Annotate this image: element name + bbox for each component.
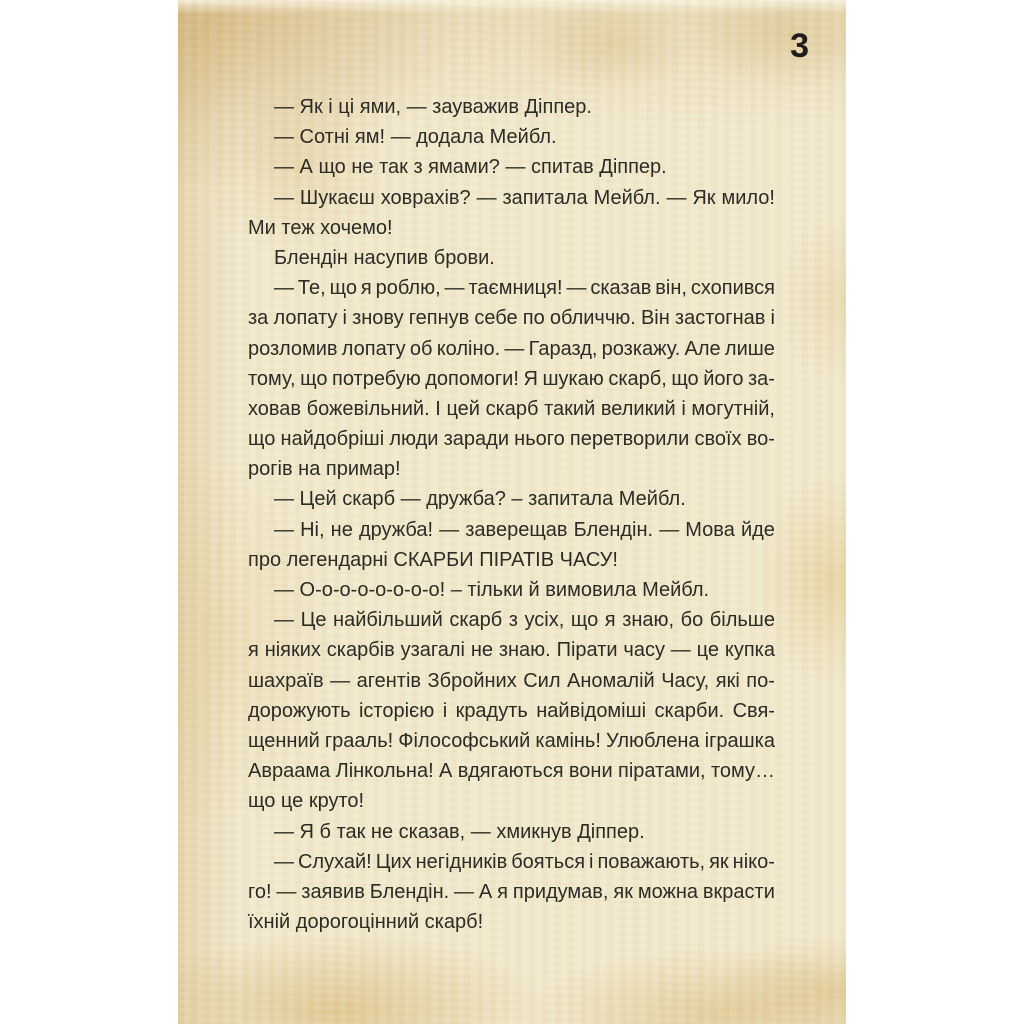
text-word: піратами, (617, 760, 706, 783)
text-word: запитала (502, 186, 588, 209)
text-word: скарб, (608, 367, 667, 390)
text-line (248, 303, 775, 333)
text-word: я (497, 880, 508, 903)
text-word: гепнув (408, 307, 470, 330)
text-word: себе (474, 307, 518, 330)
text-word: нього (514, 428, 565, 451)
text-line: їхній дорогоцінний скарб! (248, 911, 484, 934)
text-word: за- (748, 367, 775, 390)
text-word: — (659, 518, 680, 541)
text-word: ніко- (732, 850, 775, 873)
text-word: що (329, 277, 357, 300)
text-word: це (696, 639, 719, 662)
text-word: поважають, (597, 850, 706, 873)
text-word: Улюблена (606, 729, 700, 752)
text-word: купка (724, 639, 775, 662)
text-line: — Як і ці ями, — зауважив Діппер. (274, 96, 592, 118)
text-line (248, 424, 775, 454)
text-word: і (342, 307, 347, 330)
text-word: схопився (690, 277, 775, 300)
text-word: не (330, 518, 353, 541)
text-word: Пірати (556, 639, 618, 662)
text-word: що (671, 367, 699, 390)
text-word: — (504, 337, 525, 360)
text-line: Ми теж хочемо! (248, 216, 393, 239)
text-word: крадуть (455, 699, 528, 722)
text-word: я (248, 639, 259, 662)
text-word: як (709, 850, 729, 873)
text-word: Часу, (661, 669, 710, 692)
text-word: я (604, 609, 616, 632)
text-word: — (439, 518, 460, 541)
text-word: бояться (511, 850, 586, 873)
text-word: придумав, (512, 880, 609, 903)
text-word: І (435, 397, 441, 420)
text-word: обличчю. (549, 307, 636, 330)
text-line (248, 364, 775, 394)
text-word: Гаразд, (528, 337, 598, 360)
text-word: він, (655, 277, 687, 300)
text-word: Філософський (398, 729, 531, 752)
text-line: рогів на примар! (248, 458, 401, 481)
text-word: цей (446, 397, 480, 420)
text-word: божевільний. (306, 397, 430, 420)
text-word: — (566, 277, 587, 300)
text-word: бо (680, 609, 704, 632)
text-line (248, 847, 775, 877)
text-word: йде (740, 518, 775, 541)
text-line (248, 273, 775, 303)
text-word: А (478, 880, 493, 903)
text-line: — Цей скарб — дружба? – запитала Мейбл. (274, 488, 686, 511)
text-word: що (570, 609, 599, 632)
text-word: Як (692, 186, 716, 209)
text-line (248, 666, 775, 696)
page-text-block (248, 92, 775, 937)
text-word: Блендін. (369, 880, 450, 903)
text-word: ховрахів? (380, 186, 471, 209)
text-word: ховав (248, 397, 302, 420)
text-word: — (274, 609, 294, 632)
text-line: про легендарні СКАРБИ ПІРАТІВ ЧАСУ! (248, 548, 618, 571)
text-line (248, 726, 775, 756)
text-word: тому, (248, 367, 296, 390)
text-line (248, 515, 775, 545)
text-word: сказав (590, 277, 652, 300)
text-word: потребую (332, 367, 421, 390)
text-word: розкажу. (601, 337, 681, 360)
text-word: перетворили (569, 428, 690, 451)
text-word: Цих (375, 850, 412, 873)
text-line (248, 756, 775, 786)
text-word: Те, (297, 277, 326, 300)
text-word: — (330, 669, 351, 692)
text-word: дорожують (248, 699, 351, 722)
text-word: скарби. (654, 699, 725, 722)
text-word: Він (640, 307, 670, 330)
text-line: — Сотні ям! — додала Мейбл. (274, 126, 557, 149)
text-word: — (476, 186, 497, 209)
text-word: — (454, 880, 475, 903)
text-word: — (666, 186, 687, 209)
text-word: — (670, 639, 691, 662)
text-word: заверещав (465, 518, 568, 541)
text-word: — (274, 277, 294, 300)
text-word: найвідоміші (536, 699, 647, 722)
text-line: Блендін насупив брови. (274, 246, 495, 269)
text-word: Я (523, 367, 538, 390)
text-word: Але (684, 337, 721, 360)
text-word: заявив (301, 880, 365, 903)
text-word: го! (248, 880, 272, 903)
text-word: лопату (341, 337, 406, 360)
text-word: знову (352, 307, 404, 330)
text-word: щенний (248, 729, 320, 752)
text-word: ніяких (264, 639, 321, 662)
text-word: скарб (485, 397, 539, 420)
text-word: Це (300, 609, 327, 632)
text-word: можна (637, 880, 699, 903)
text-word: допомоги! (425, 367, 519, 390)
text-line (248, 183, 775, 213)
text-word: часу (623, 639, 665, 662)
text-word: я (360, 277, 372, 300)
text-word: Сил (523, 669, 561, 692)
text-word: лопату (273, 307, 338, 330)
text-word: — (274, 186, 294, 209)
text-word: узагалі (400, 639, 465, 662)
text-word: своїх (694, 428, 742, 451)
text-word: що (248, 428, 276, 451)
text-word: агентів (356, 669, 422, 692)
text-word: які (715, 669, 740, 692)
text-line: — О-о-о-о-о-о-о-о! – тільки й вимовила Мейбл. (274, 579, 710, 601)
text-word: люди (389, 428, 439, 451)
text-word: роблю, (375, 277, 441, 300)
text-word: скарбів (326, 639, 395, 662)
text-word: негідників (415, 850, 508, 873)
text-word: — (274, 518, 294, 541)
text-word: Блендін. (573, 518, 654, 541)
text-word: скарб (449, 609, 503, 632)
text-word: і (589, 850, 594, 873)
text-word: Збройних (427, 669, 517, 692)
text-line (248, 334, 775, 364)
text-word: дружба! (358, 518, 434, 541)
text-word: і (442, 699, 448, 722)
text-word: шукаю (542, 367, 604, 390)
text-word: — (276, 880, 297, 903)
text-word: — (444, 277, 465, 300)
text-word: вони (568, 760, 613, 783)
text-word: знаю. (498, 639, 551, 662)
text-word: лише (724, 337, 775, 360)
text-word: заради (443, 428, 509, 451)
text-word: Шукаєш (299, 186, 375, 209)
text-word: во- (746, 428, 775, 451)
text-word: історією (358, 699, 435, 722)
text-word: Мова (685, 518, 735, 541)
text-word: шахраїв (248, 669, 324, 692)
text-word: найдобріші (280, 428, 385, 451)
text-line (248, 696, 775, 726)
text-word: що (300, 367, 328, 390)
text-word: усіх, (524, 609, 565, 632)
text-word: Ні, (300, 518, 325, 541)
text-word: Слухай! (297, 850, 372, 873)
text-word: — (274, 850, 294, 873)
text-word: і (681, 397, 686, 420)
text-word: як (613, 880, 633, 903)
text-word: найбільший (333, 609, 443, 632)
text-word: тому… (710, 760, 775, 783)
text-word: мило! (721, 186, 775, 209)
text-word: з (508, 609, 518, 632)
text-word: і (770, 307, 775, 330)
text-word: вдягаються (457, 760, 564, 783)
text-line: — Я б так не сказав, — хмикнув Діппер. (274, 820, 645, 843)
text-word: більше (709, 609, 775, 632)
text-word: Мейбл. (593, 186, 661, 209)
text-word: Авраама (248, 760, 331, 783)
text-word: могутній, (691, 397, 775, 420)
text-word: Аномалій (567, 669, 655, 692)
text-word: А (439, 760, 453, 783)
text-word: Свя- (732, 699, 775, 722)
text-word: іграшка (704, 729, 775, 752)
text-word: розломив (248, 337, 338, 360)
text-word: великий (600, 397, 676, 420)
text-word: грааль! (324, 729, 394, 752)
text-line (248, 635, 775, 665)
book-page (178, 0, 846, 1024)
text-word: Лінкольна! (335, 760, 434, 783)
text-line (248, 877, 775, 907)
text-word: коліно. (436, 337, 501, 360)
text-word: по- (746, 669, 775, 692)
text-word: його (703, 367, 744, 390)
text-word: об (409, 337, 433, 360)
text-line (248, 605, 775, 635)
text-word: камінь! (535, 729, 601, 752)
text-word: не (470, 639, 493, 662)
text-word: таємниця! (468, 277, 563, 300)
text-word: застогнав (674, 307, 766, 330)
page-number: 3 (790, 27, 808, 65)
text-word: такий (544, 397, 596, 420)
text-line: — А що не так з ямами? — спитав Діппер. (274, 156, 667, 179)
text-line: що це круто! (248, 790, 365, 813)
text-word: вкрасти (702, 880, 775, 903)
text-word: знаю, (622, 609, 675, 632)
text-word: по (522, 307, 545, 330)
text-line (248, 394, 775, 424)
text-word: за (248, 307, 269, 330)
